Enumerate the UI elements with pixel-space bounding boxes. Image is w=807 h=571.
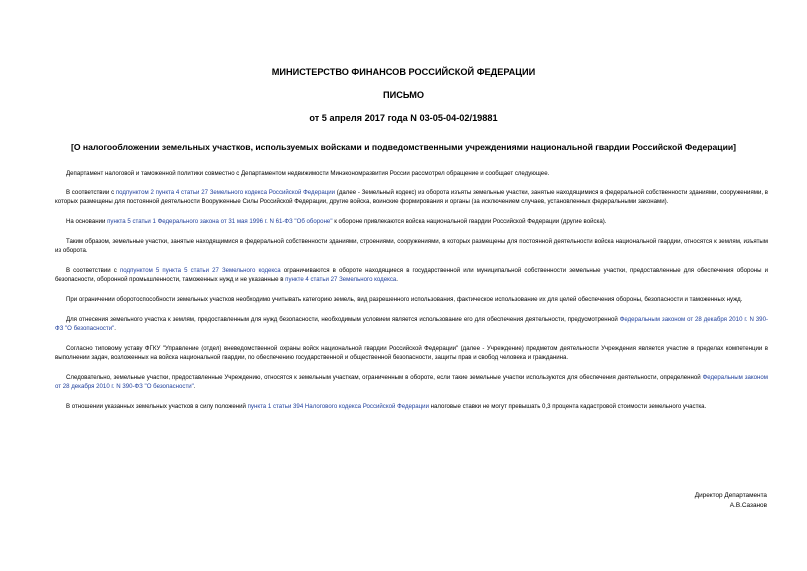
paragraph-text: При ограничении оборотоспособности земельных участков необходимо учитывать категорию земель, вид разрешенного использования, фактическое использование их для целей обеспечения обороны, безопасности и таможенных нужд. [66, 296, 743, 303]
paragraph-text: ограничиваются в обороте находящиеся в государственной или муниципальной собственности земельные участки, предоставленные для обеспечения обороны и безопасности, оборонной промышленности, таможенных нужд и не указанные в [55, 267, 768, 283]
signature-position: Директор Департамента [694, 492, 767, 499]
paragraph-text: Для отнесения земельного участка к землям, предоставленным для нужд безопасности, необходимым условием является использование его для обеспечения деятельности, предусмотренной [66, 316, 620, 323]
paragraph-text: На основании [66, 218, 108, 225]
signature-name: А.В.Сазанов [729, 502, 767, 509]
paragraph-text: В отношении указанных земельных участков в силу положений [66, 403, 248, 410]
paragraph-9 [55, 373, 768, 391]
link-security-law-2[interactable]: Федеральным законом от 28 декабря 2010 г. N 390-ФЗ "О безопасности" [55, 374, 768, 390]
paragraph-text: к обороне привлекаются войска национальной гвардии Российской Федерации (другие войска). [332, 218, 607, 225]
paragraph-text: Следовательно, земельные участки, предоставленные Учреждению, относятся к земельным участкам, ограниченным в обороте, если такие земельные участки используются для обеспечения деятельности, определенной [66, 374, 703, 381]
paragraph-text: . [396, 276, 398, 283]
ministry-heading: МИНИСТЕРСТВО ФИНАНСОВ РОССИЙСКОЙ ФЕДЕРАЦИИ [271, 67, 536, 77]
paragraph-5 [55, 266, 768, 284]
paragraph-text: Департамент налоговой и таможенной политики совместно с Департаментом недвижимости Минэкономразвития России рассмотрел обращение и сообщает следующее. [66, 170, 550, 177]
paragraph-text: (далее - Земельный кодекс) из оборота изъяты земельные участки, занятые находящимися в федеральной собственности зданиями, сооружениями, в которых размещены для постоянной деятельности Вооруженные Силы Российской Федерации, другие войска, воинские формирования и органы (за исключением случаев, установленных федеральными законами). [55, 189, 769, 205]
signature-block [567, 491, 767, 511]
paragraph-text: Согласно типовому уставу ФГКУ "Управление (отдел) вневедомственной охраны войск национальной гвардии Российской Федерации" (далее - Учреждение) предметом деятельности Учреждения является участие в пределах компетенции в выполнении задач, возложенных на войска национальной гвардии, по обеспечению государственной и общественной безопасности, защиты прав и свобод человека и гражданина. [55, 345, 768, 361]
paragraph-3 [55, 217, 768, 226]
paragraph-1 [55, 169, 768, 178]
paragraph-text: Таким образом, земельные участки, занятые находящимися в федеральной собственности зданиями, строениями, сооружениями, в которых размещены для постоянной деятельности войска национальной гвардии, относятся к землям, изъятым из оборота. [55, 238, 768, 254]
paragraph-10 [55, 402, 768, 411]
paragraph-text: В соответствии с [66, 189, 116, 196]
paragraph-4 [55, 237, 768, 255]
link-security-law[interactable]: Федеральным законом от 28 декабря 2010 г. N 390-ФЗ "О безопасности" [55, 316, 768, 332]
paragraph-text: . [114, 325, 116, 332]
link-tax-code-394[interactable]: пункта 1 статьи 394 Налогового кодекса Российской Федерации [247, 403, 429, 410]
paragraph-text: . [193, 383, 196, 390]
paragraph-7 [55, 315, 768, 333]
document-date-number: от 5 апреля 2017 года N 03-05-04-02/19881 [309, 113, 498, 123]
paragraph-6 [55, 295, 768, 304]
paragraph-8 [55, 344, 768, 362]
document-type: ПИСЬМО [382, 90, 425, 100]
link-defense-law[interactable]: пункта 5 статьи 1 Федерального закона от 31 мая 1996 г. N 61-ФЗ "Об обороне" [107, 218, 333, 225]
link-land-code-27-4-2[interactable]: подпунктом 2 пункта 4 статьи 27 Земельного кодекса Российской Федерации [115, 189, 336, 196]
link-land-code-27-4[interactable]: пункте 4 статьи 27 Земельного кодекса [285, 276, 397, 283]
link-land-code-27-5-5[interactable]: подпунктом 5 пункта 5 статьи 27 Земельного кодекса [119, 267, 281, 274]
document-body [55, 169, 768, 422]
paragraph-text: В соответствии с [66, 267, 120, 274]
paragraph-2 [55, 188, 768, 206]
paragraph-text: налоговые ставки не могут превышать 0,3 процента кадастровой стоимости земельного участка. [428, 403, 707, 410]
document-title: [О налогообложении земельных участков, используемых войсками и подведомственными учреждениями национальной гвардии Российской Федерации] [70, 142, 737, 152]
